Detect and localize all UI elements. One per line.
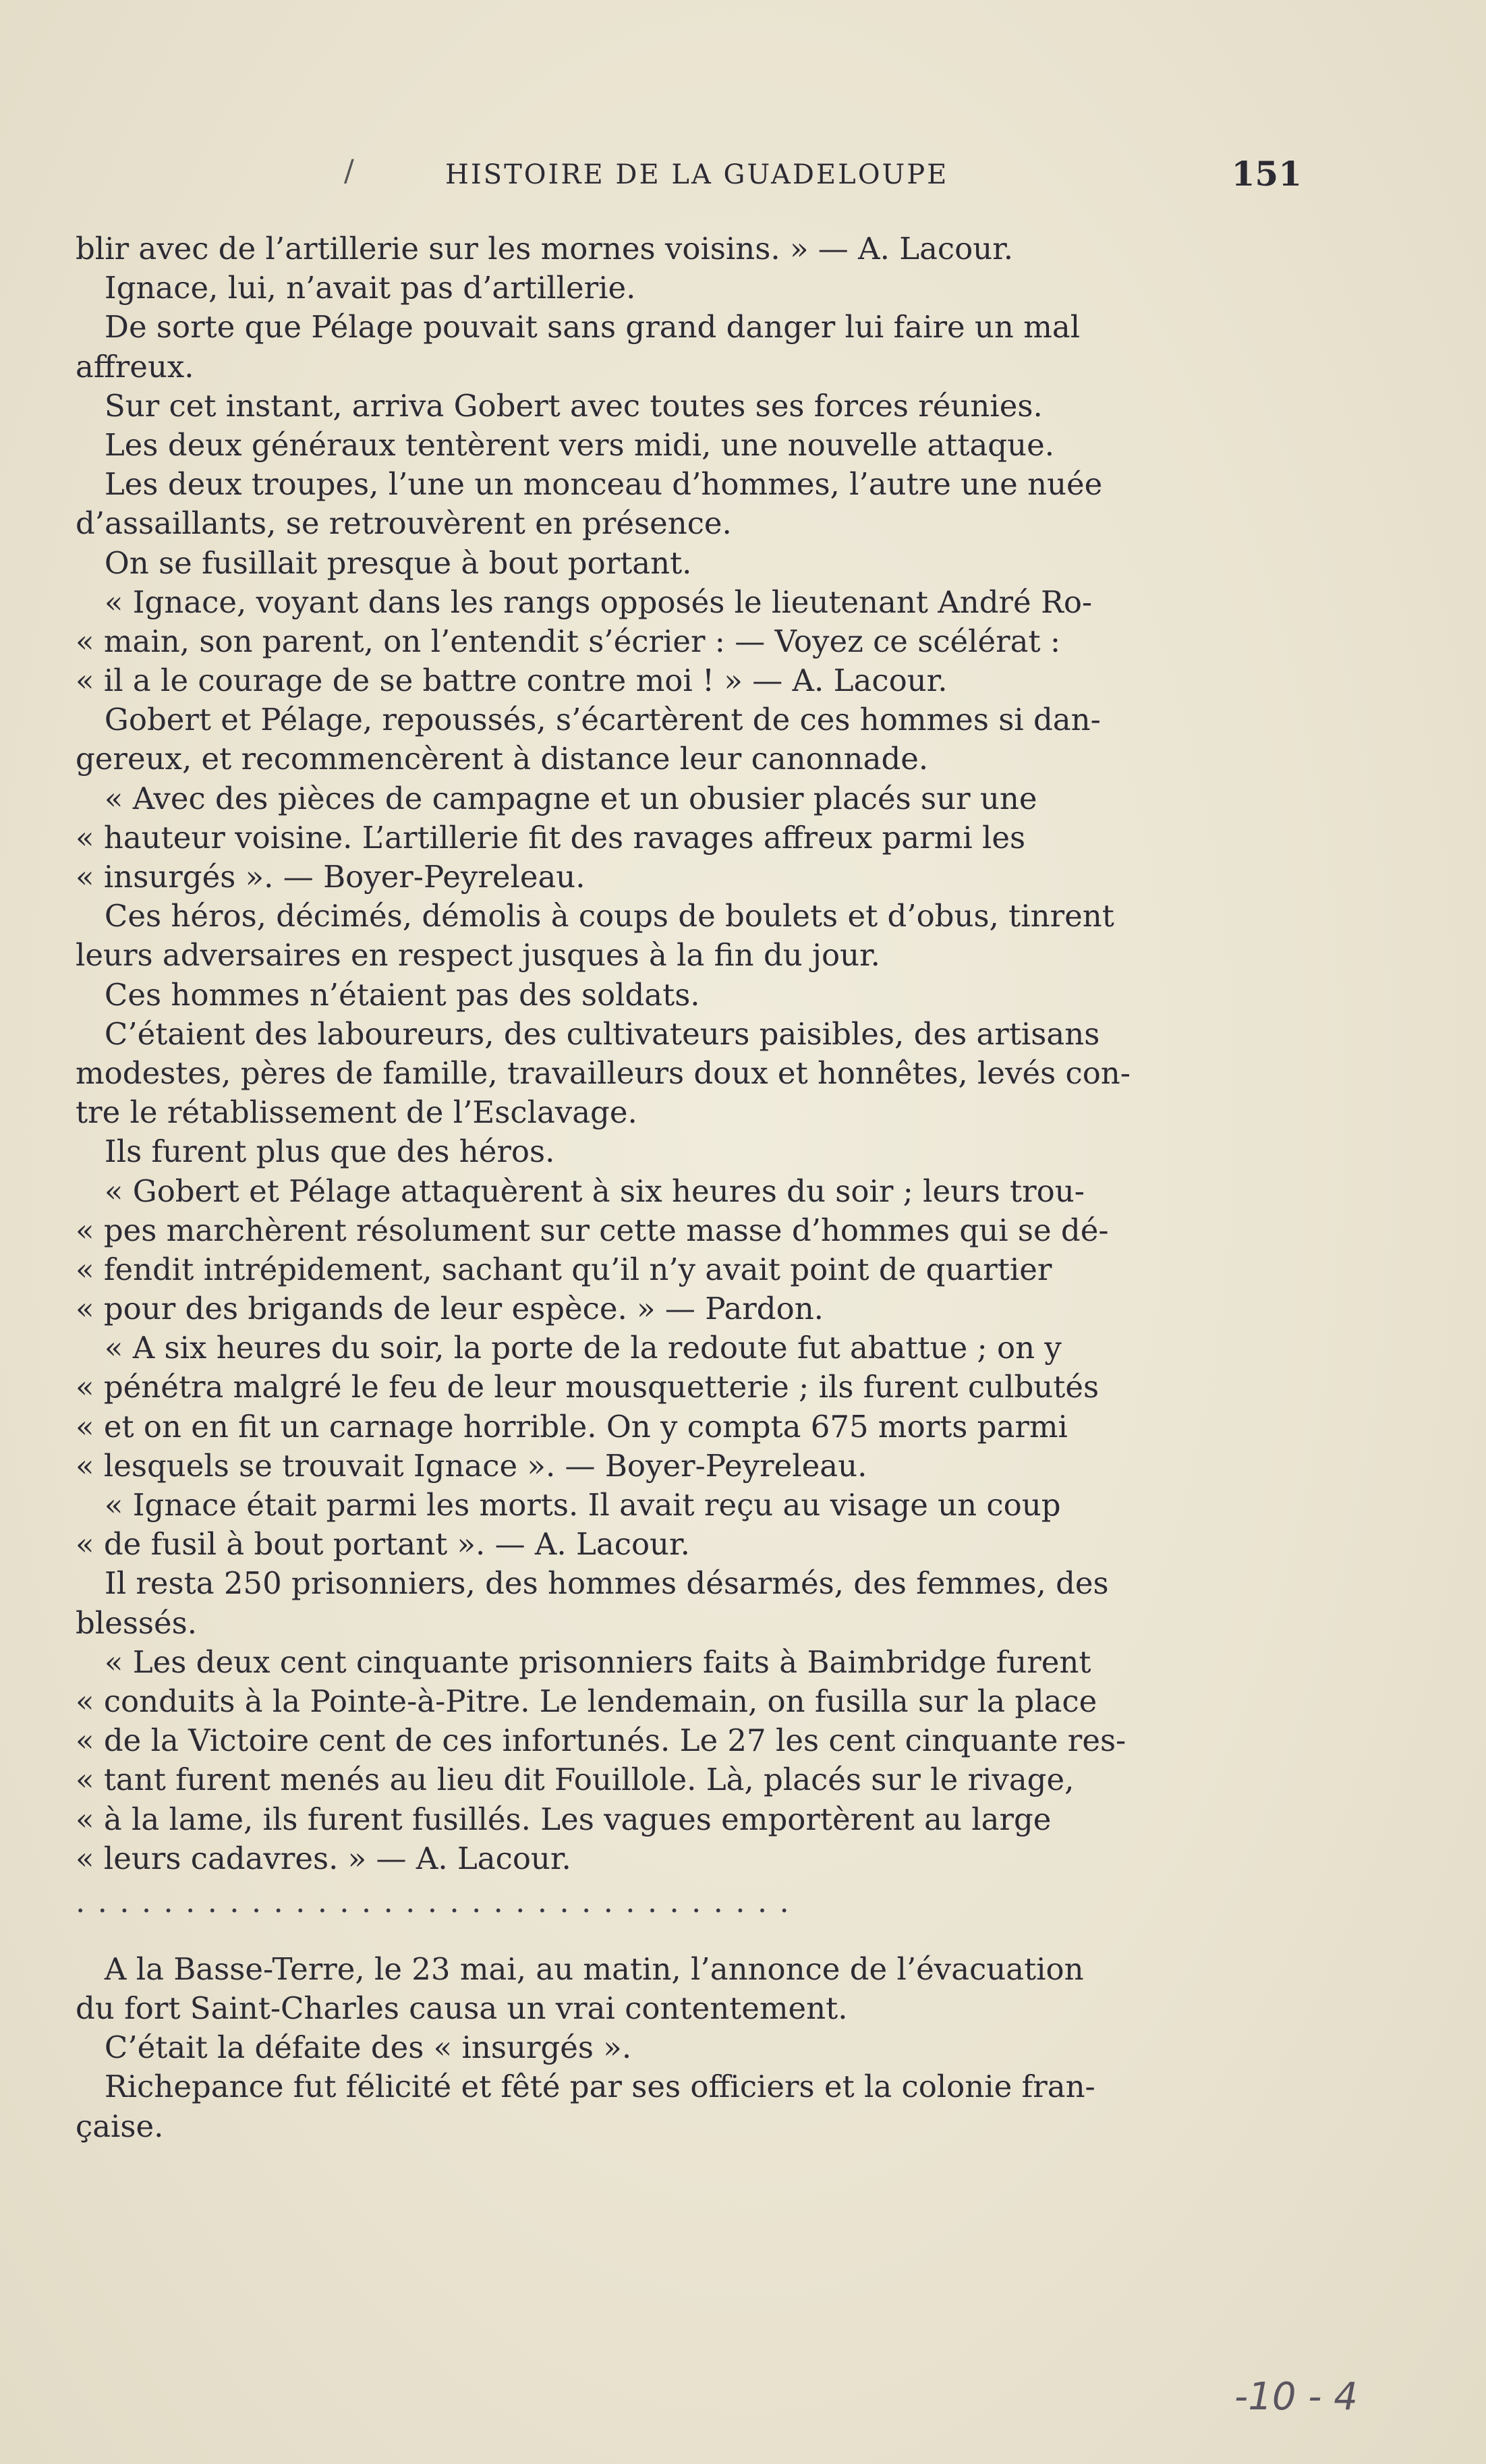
text-line: Ils furent plus que des héros.: [76, 1133, 555, 1170]
page-number: 151: [1231, 154, 1302, 194]
text-line: C’était la défaite des « insurgés ».: [76, 2029, 632, 2066]
handwritten-annotation: -10 - 4: [1234, 2375, 1358, 2419]
text-line: « et on en fit un carnage horrible. On y compta 675 morts parmi: [76, 1408, 1068, 1445]
text-line: « à la lame, ils furent fusillés. Les vagues emportèrent au large: [76, 1801, 1052, 1837]
text-line: « A six heures du soir, la porte de la redoute fut abattue ; on y: [76, 1330, 1062, 1366]
text-line: « lesquels se trouvait Ignace ». — Boyer-Peyreleau.: [76, 1447, 867, 1484]
text-line: Ignace, lui, n’avait pas d’artillerie.: [76, 270, 636, 306]
text-line: Ces hommes n’étaient pas des soldats.: [76, 976, 700, 1013]
section-separator: . . . . . . . . . . . . . . . . . . . . . . . . . . . . . . . . .: [76, 1883, 791, 1920]
text-line: modestes, pères de famille, travailleurs doux et honnêtes, levés con-: [76, 1055, 1131, 1091]
text-line: « pénétra malgré le feu de leur mousquetterie ; ils furent culbutés: [76, 1369, 1099, 1405]
text-line: Richepance fut félicité et fêté par ses officiers et la colonie fran-: [76, 2069, 1095, 2105]
text-line: Gobert et Pélage, repoussés, s’écartèrent de ces hommes si dan-: [76, 702, 1101, 738]
text-line: De sorte que Pélage pouvait sans grand danger lui faire un mal: [76, 309, 1081, 345]
text-line: Il resta 250 prisonniers, des hommes désarmés, des femmes, des: [76, 1565, 1109, 1602]
text-line: affreux.: [76, 348, 194, 385]
text-line: « fendit intrépidement, sachant qu’il n’y avait point de quartier: [76, 1251, 1052, 1287]
text-line: « pes marchèrent résolument sur cette masse d’hommes qui se dé-: [76, 1212, 1109, 1248]
text-line: « Ignace, voyant dans les rangs opposés le lieutenant André Ro-: [76, 584, 1093, 620]
text-line: « pour des brigands de leur espèce. » — Pardon.: [76, 1291, 824, 1327]
text-line: « Avec des pièces de campagne et un obusier placés sur une: [76, 780, 1037, 816]
text-line: gereux, et recommencèrent à distance leur canonnade.: [76, 741, 929, 777]
text-line: leurs adversaires en respect jusques à la fin du jour.: [76, 937, 880, 974]
text-line: du fort Saint-Charles causa un vrai contentement.: [76, 1990, 848, 2027]
header-mark: /: [344, 154, 354, 188]
text-line: Ces héros, décimés, démolis à coups de boulets et d’obus, tinrent: [76, 898, 1114, 934]
text-line: A la Basse-Terre, le 23 mai, au matin, l’annonce de l’évacuation: [76, 1951, 1084, 1987]
text-line: blir avec de l’artillerie sur les mornes voisins. » — A. Lacour.: [76, 231, 1014, 267]
text-line: « tant furent menés au lieu dit Fouillole. Là, placés sur le rivage,: [76, 1762, 1075, 1798]
text-line: « hauteur voisine. L’artillerie fit des ravages affreux parmi les: [76, 819, 1026, 856]
text-line: « conduits à la Pointe-à-Pitre. Le lendemain, on fusilla sur la place: [76, 1683, 1097, 1719]
text-line: çaise.: [76, 2108, 164, 2144]
text-line: d’assaillants, se retrouvèrent en présence.: [76, 505, 732, 542]
text-line: On se fusillait presque à bout portant.: [76, 544, 692, 581]
text-line: blessés.: [76, 1604, 198, 1641]
text-line: « Les deux cent cinquante prisonniers faits à Baimbridge furent: [76, 1644, 1091, 1680]
running-title: HISTOIRE DE LA GUADELOUPE: [445, 159, 949, 190]
text-line: « Gobert et Pélage attaquèrent à six heures du soir ; leurs trou-: [76, 1173, 1085, 1209]
text-line: « de fusil à bout portant ». — A. Lacour.: [76, 1526, 690, 1563]
running-header: [344, 154, 1302, 201]
text-line: tre le rétablissement de l’Esclavage.: [76, 1094, 637, 1131]
text-line: « Ignace était parmi les morts. Il avait reçu au visage un coup: [76, 1487, 1061, 1523]
text-line: Les deux généraux tentèrent vers midi, une nouvelle attaque.: [76, 426, 1055, 463]
text-line: Sur cet instant, arriva Gobert avec toutes ses forces réunies.: [76, 387, 1043, 424]
text-line: « main, son parent, on l’entendit s’écrier : — Voyez ce scélérat :: [76, 623, 1061, 659]
text-body: [76, 229, 1290, 2146]
text-line: « insurgés ». — Boyer-Peyreleau.: [76, 859, 585, 895]
spacer: [76, 1926, 1290, 1950]
text-line: « leurs cadavres. » — A. Lacour.: [76, 1840, 571, 1876]
text-line: Les deux troupes, l’une un monceau d’hommes, l’autre une nuée: [76, 466, 1103, 503]
text-line: C’étaient des laboureurs, des cultivateurs paisibles, des artisans: [76, 1015, 1100, 1052]
text-line: « il a le courage de se battre contre moi ! » — A. Lacour.: [76, 663, 948, 699]
text-line: « de la Victoire cent de ces infortunés. Le 27 les cent cinquante res-: [76, 1723, 1126, 1759]
